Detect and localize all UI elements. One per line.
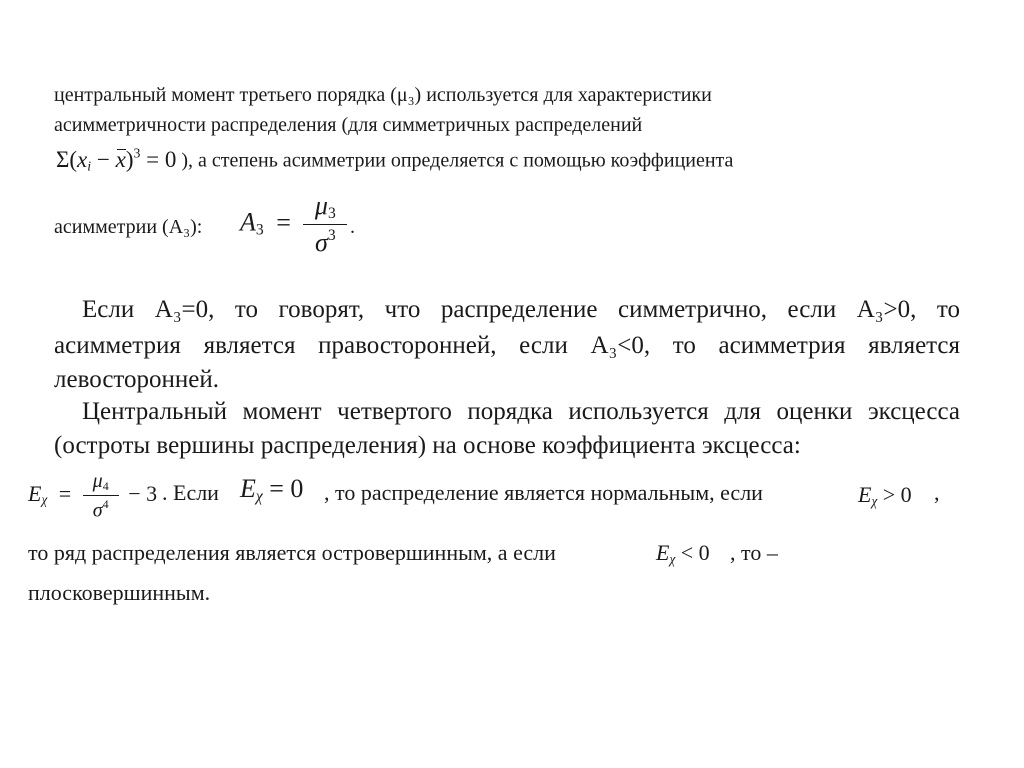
line-e-text3: , [934,480,940,505]
p2-line1: Если A₃=0, то говорят, что распределение симметрично, если A₃>0, то [82,296,960,323]
line-e-text1: . Если [162,480,219,505]
line-f-text1: то ряд распределения является островершинным, а если [28,540,556,565]
line-e-text2: , то распределение является нормальным, если [324,480,763,505]
p1-line3-text: ), а степень асимметрии определяется с помощью коэффициента [181,149,734,172]
p2-line2: асимметрия является правосторонней, если A₃<0, то асимметрия является [54,332,960,359]
p1-line1: центральный момент третьего порядка (μ₃) используется для характеристики [54,84,712,106]
e-lt0-formula: $E_\chi < 0$ [656,540,710,567]
line-g: плосковершинным. [28,580,211,605]
e-eq0-formula: $E_\chi = 0$ [240,474,304,505]
sum-formula: $\Sigma(x_i - x)^3 = 0$ [56,145,177,174]
line-f-text2: , то – [730,540,778,565]
p1-line4-suffix: . [350,216,355,238]
p2-line3: левосторонней. [54,366,220,393]
e-formula: $E_\chi$ = $\frac{\mu_4}{\sigma^4}$ − 3 [28,470,158,522]
p1-line4-prefix: асимметрии (A₃): [54,216,203,238]
a3-formula: $A_3$ = $\frac{\mu_3}{\sigma^3}$ [240,192,347,258]
p3-line2: (остроты вершины распределения) на основе коэффициента эксцесса: [54,432,801,459]
p3-line1: Центральный момент четвертого порядка используется для оценки эксцесса [82,398,960,425]
e-gt0-formula: $E_\chi > 0$ [858,482,912,509]
p1-line2: асимметричности распределения (для симметричных распределений [54,114,643,136]
p1-line3 [56,145,733,179]
